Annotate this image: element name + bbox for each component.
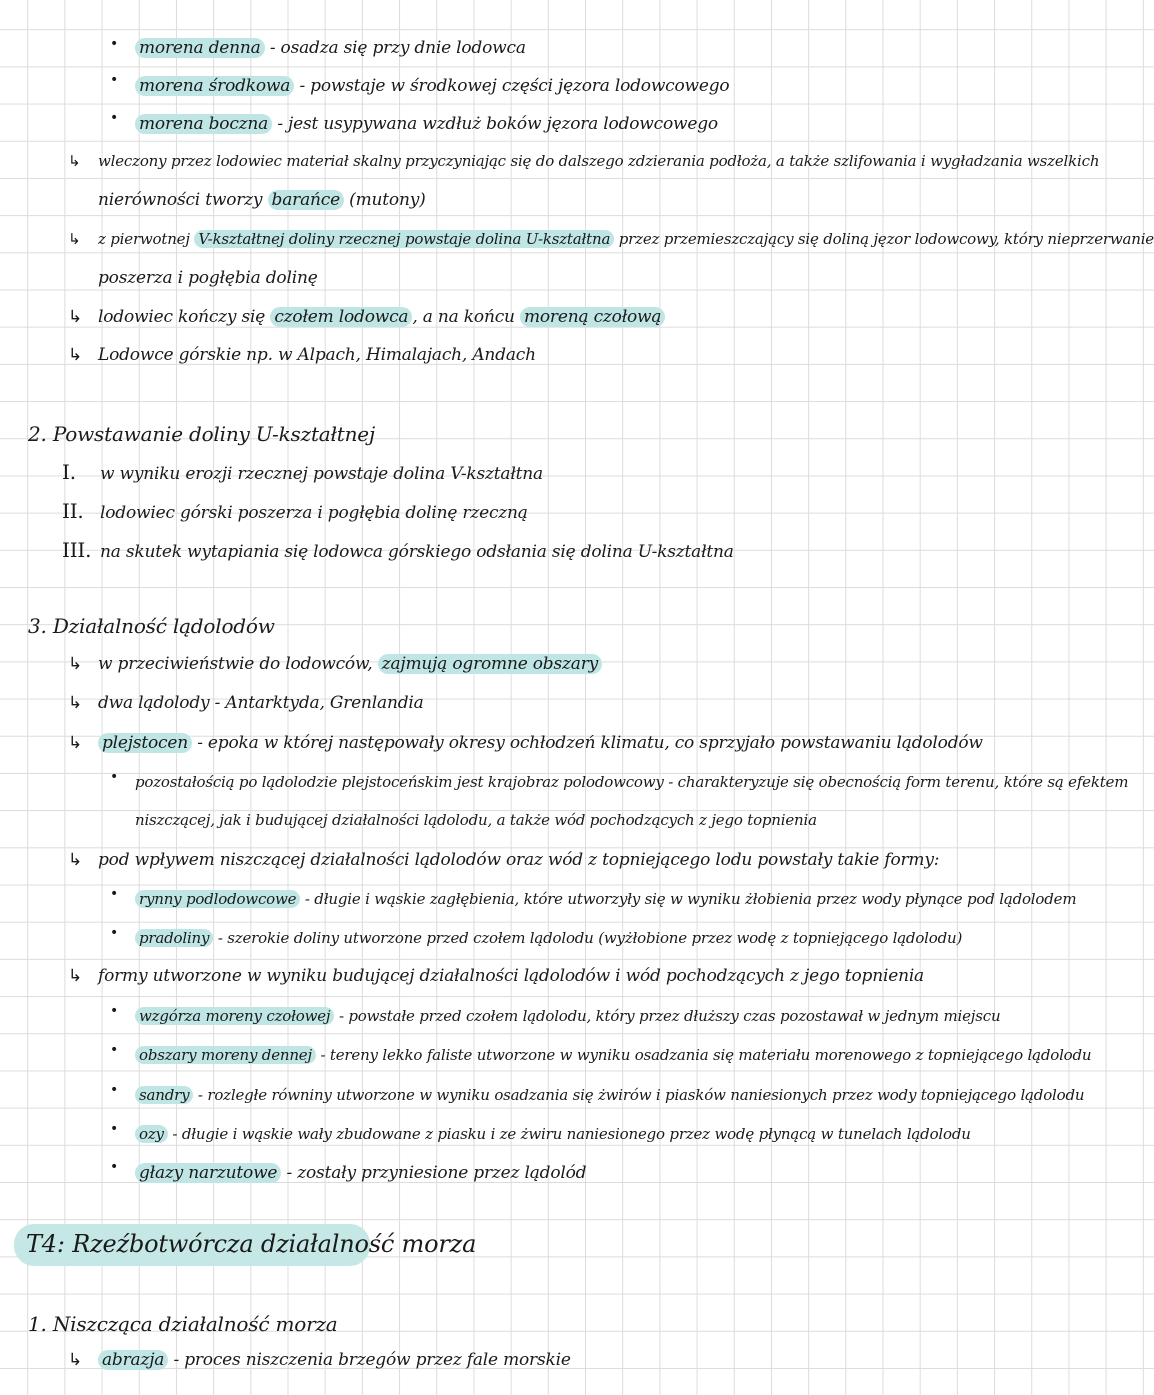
arrow-icon: ↳ [68,152,81,170]
list-item: pradoliny - szerokie doliny utworzone przed czołem lądolodu (wyżłobione przez wodę z topniejącego lądolodu) [135,929,962,947]
bullet-icon: • [110,925,119,941]
bullet-icon: • [110,1121,119,1137]
list-item: sandry - rozległe równiny utworzone w wyniku osadzania się żwirów i piasków naniesionych przez wody topniejącego lądolodu [135,1086,1084,1104]
section-heading: 2. Powstawanie doliny U-kształtnej [28,422,375,446]
list-item: pozostałością po lądolodzie plejstoceńskim jest krajobraz polodowcowy - charakteryzuje się obecnością form terenu, które są efektem [135,773,1129,791]
list-item: morena denna - osadza się przy dnie lodowca [135,38,526,58]
list-item: ozy - długie i wąskie wały zbudowane z piasku i ze żwiru naniesionego przez wodę płynącą w tunelach lądolodu [135,1125,971,1143]
bullet-icon: • [110,1082,119,1098]
bullet-icon: • [110,110,119,126]
list-item: wzgórza moreny czołowej - powstałe przed czołem lądolodu, który przez dłuższy czas pozostawał w jednym miejscu [135,1007,1000,1025]
arrow-icon: ↳ [68,1350,83,1370]
section-heading: 1. Niszcząca działalność morza [28,1312,338,1336]
bullet-icon: • [110,886,119,902]
arrow-icon: ↳ [68,345,83,365]
bullet-icon: • [110,72,119,88]
text-line: niszczącej, jak i budującej działalności lądolodu, a także wód pochodzących z jego topnienia [135,811,817,829]
arrow-icon: ↳ [68,693,83,713]
arrow-icon: ↳ [68,733,83,753]
arrow-item: ↳ plejstocen - epoka w której następowały okresy ochłodzeń klimatu, co sprzyjało powstawaniu lądolodów [68,733,983,753]
list-item: II. lodowiec górski poszerza i pogłębia dolinę rzeczną [62,499,528,523]
list-item: rynny podlodowcowe - długie i wąskie zagłębienia, które utworzyły się w wyniku żłobienia przez wody płynące pod lądolodem [135,890,1076,908]
arrow-icon: ↳ [68,654,83,674]
topic-title: T4: Rzeźbotwórcza działalność morza [26,1230,477,1258]
list-item: I. w wyniku erozji rzecznej powstaje dolina V-kształtna [62,460,543,484]
arrow-item: ↳ w przeciwieństwie do lodowców, zajmują ogromne obszary [68,654,602,674]
arrow-item: ↳ lodowiec kończy się czołem lodowca , a na końcu moreną czołową [68,307,665,327]
arrow-icon: ↳ [68,966,83,986]
text-line: poszerza i pogłębia dolinę [98,268,318,288]
arrow-icon: ↳ [68,307,83,327]
arrow-item: ↳ pod wpływem niszczącej działalności lądolodów oraz wód z topniejącego lodu powstały takie formy: [68,850,940,870]
arrow-item: ↳ z pierwotnej V-kształtnej doliny rzecznej powstaje dolina U-kształtna przez przemieszczający się doliną jęzor lodowcowy, który nieprzerwanie [68,230,1154,248]
bullet-icon: • [110,36,119,52]
bullet-icon: • [110,1042,119,1058]
bullet-icon: • [110,1003,119,1019]
bullet-icon: • [110,1159,119,1175]
text-line: nierówności tworzy barańce (mutony) [98,190,426,210]
arrow-item: ↳ Lodowce górskie np. w Alpach, Himalajach, Andach [68,345,536,365]
bullet-icon: • [110,769,119,785]
arrow-item: ↳ formy utworzone w wyniku budującej działalności lądolodów i wód pochodzących z jego topnienia [68,966,924,986]
list-item: głazy narzutowe - zostały przyniesione przez lądolód [135,1163,586,1183]
arrow-item: ↳ abrazja - proces niszczenia brzegów przez fale morskie [68,1350,571,1370]
list-item: III. na skutek wytapiania się lodowca górskiego odsłania się dolina U-kształtna [62,538,734,562]
arrow-item: ↳ dwa lądolody - Antarktyda, Grenlandia [68,693,424,713]
list-item: morena środkowa - powstaje w środkowej części jęzora lodowcowego [135,76,729,96]
arrow-item: ↳ wleczony przez lodowiec materiał skalny przyczyniając się do dalszego zdzierania podłoża, a także szlifowania i wygładzania wszelkich [68,152,1100,170]
section-heading: 3. Działalność lądolodów [28,614,275,638]
arrow-icon: ↳ [68,230,81,248]
list-item: morena boczna - jest usypywana wzdłuż boków jęzora lodowcowego [135,114,718,134]
arrow-icon: ↳ [68,850,83,870]
list-item: obszary moreny dennej - tereny lekko faliste utworzone w wyniku osadzania się materiału morenowego z topniejącego lądolodu [135,1046,1091,1064]
